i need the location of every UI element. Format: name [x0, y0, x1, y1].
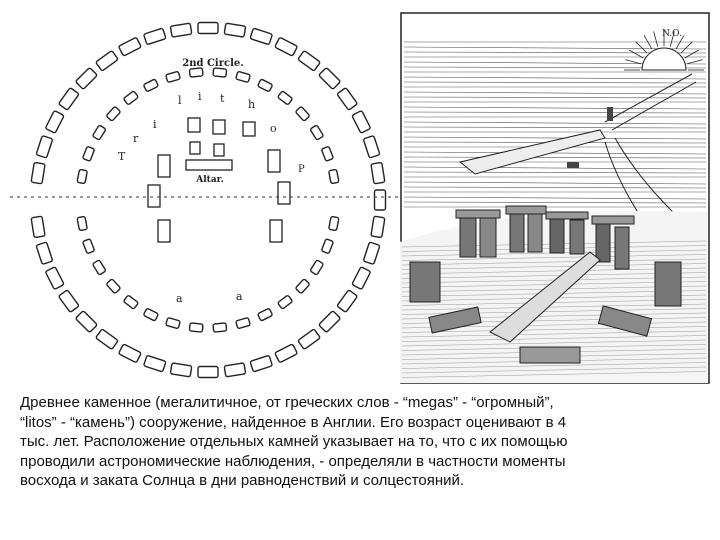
distant-stone [607, 107, 613, 121]
stone [143, 79, 158, 92]
stone [198, 367, 218, 378]
caption [20, 393, 710, 491]
plan-letter: a [236, 290, 243, 303]
stone [75, 67, 97, 89]
stone [363, 242, 380, 264]
stone [45, 110, 64, 133]
stone [213, 323, 227, 332]
stone [321, 239, 333, 254]
stone [213, 120, 225, 134]
stone [118, 344, 141, 363]
outer-stone-ring [31, 23, 385, 378]
stone-circle-plan [8, 10, 403, 395]
stone [118, 37, 141, 56]
stonehenge-engraving [400, 12, 710, 384]
stone [144, 28, 166, 45]
distant-cart [567, 162, 579, 168]
caption-line: проводили астрономические наблюдения, - определяли в частности моменты [20, 452, 566, 470]
caption-line: восхода и заката Солнца в дни равноденствий и солцестояний. [20, 472, 465, 489]
stone [96, 329, 119, 350]
stone [36, 242, 53, 264]
stone [96, 50, 119, 71]
stone [298, 329, 321, 350]
stone [106, 106, 121, 121]
plan-letter: T [118, 150, 126, 163]
stone [198, 23, 218, 34]
stone [363, 136, 380, 158]
stone [189, 68, 203, 77]
stone [250, 355, 272, 372]
stone [278, 182, 290, 204]
stone [186, 160, 232, 170]
stone [144, 355, 166, 372]
stone [250, 28, 272, 45]
stone [275, 344, 298, 363]
stone [236, 317, 251, 328]
stone [329, 216, 339, 230]
stone [375, 190, 386, 210]
plan-letter: P [298, 164, 305, 175]
stone [123, 91, 138, 105]
stone [257, 79, 272, 92]
stone [188, 118, 200, 132]
stone [143, 308, 158, 321]
stone [158, 155, 170, 177]
plan-letter: o [270, 122, 277, 135]
stone [329, 169, 339, 183]
stone [337, 290, 358, 313]
stone [190, 142, 200, 154]
stone [295, 106, 310, 121]
stone [45, 267, 64, 290]
stone [166, 71, 181, 82]
stone [83, 239, 95, 254]
stone [92, 260, 106, 275]
stone [298, 50, 321, 71]
stone [189, 323, 203, 332]
plan-letter: a [176, 292, 183, 305]
stone [371, 216, 385, 237]
plan-letter: h [248, 98, 256, 111]
caption-line: “litos” - “камень”) сооружение, найденное в Англии. Его возраст оценивают в 4 [20, 413, 567, 431]
plan-letter: i [153, 118, 157, 131]
stone [213, 68, 227, 77]
stone [352, 267, 371, 290]
stone [321, 146, 333, 161]
stone [166, 317, 181, 328]
stone [77, 169, 87, 183]
stone [275, 37, 298, 56]
stone [371, 162, 385, 183]
stone [224, 23, 245, 37]
plan-letter: i [198, 90, 202, 103]
stone [319, 67, 341, 89]
caption-line: тыс. лет. Расположение отдельных камней указывает на то, что с их помощью [20, 433, 568, 450]
plan-letter: t [220, 92, 225, 105]
stone [123, 295, 138, 309]
stone [58, 88, 79, 111]
stone [77, 216, 87, 230]
stone [170, 363, 191, 377]
plan-letter: l [178, 94, 182, 107]
stone [31, 162, 45, 183]
second-stone-ring [77, 68, 339, 332]
stone [214, 144, 224, 156]
stone [106, 279, 121, 294]
stone [31, 216, 45, 237]
stone [236, 71, 251, 82]
stone [170, 23, 191, 37]
stone [224, 363, 245, 377]
stone [310, 125, 324, 140]
stone [158, 220, 170, 242]
stone [148, 185, 160, 207]
stone [319, 311, 341, 333]
scene-label-no: N.O. [662, 29, 682, 39]
stone [278, 295, 293, 309]
plan-label-second-circle: 2nd Circle. [182, 58, 244, 69]
stone [83, 146, 95, 161]
stone [310, 260, 324, 275]
stone [58, 290, 79, 313]
stone [75, 311, 97, 333]
stone [295, 279, 310, 294]
stone [243, 122, 255, 136]
stone [337, 88, 358, 111]
stone [257, 308, 272, 321]
stone [352, 110, 371, 133]
plan-letter: r [133, 132, 139, 145]
stone [92, 125, 106, 140]
stone [278, 91, 293, 105]
stone [36, 136, 53, 158]
stone [270, 220, 282, 242]
caption-line: Древнее каменное (мегалитичное, от греческих слов - “megas” - “огромный”, [20, 394, 554, 411]
stone [268, 150, 280, 172]
plan-label-altar: Altar. [196, 175, 224, 185]
